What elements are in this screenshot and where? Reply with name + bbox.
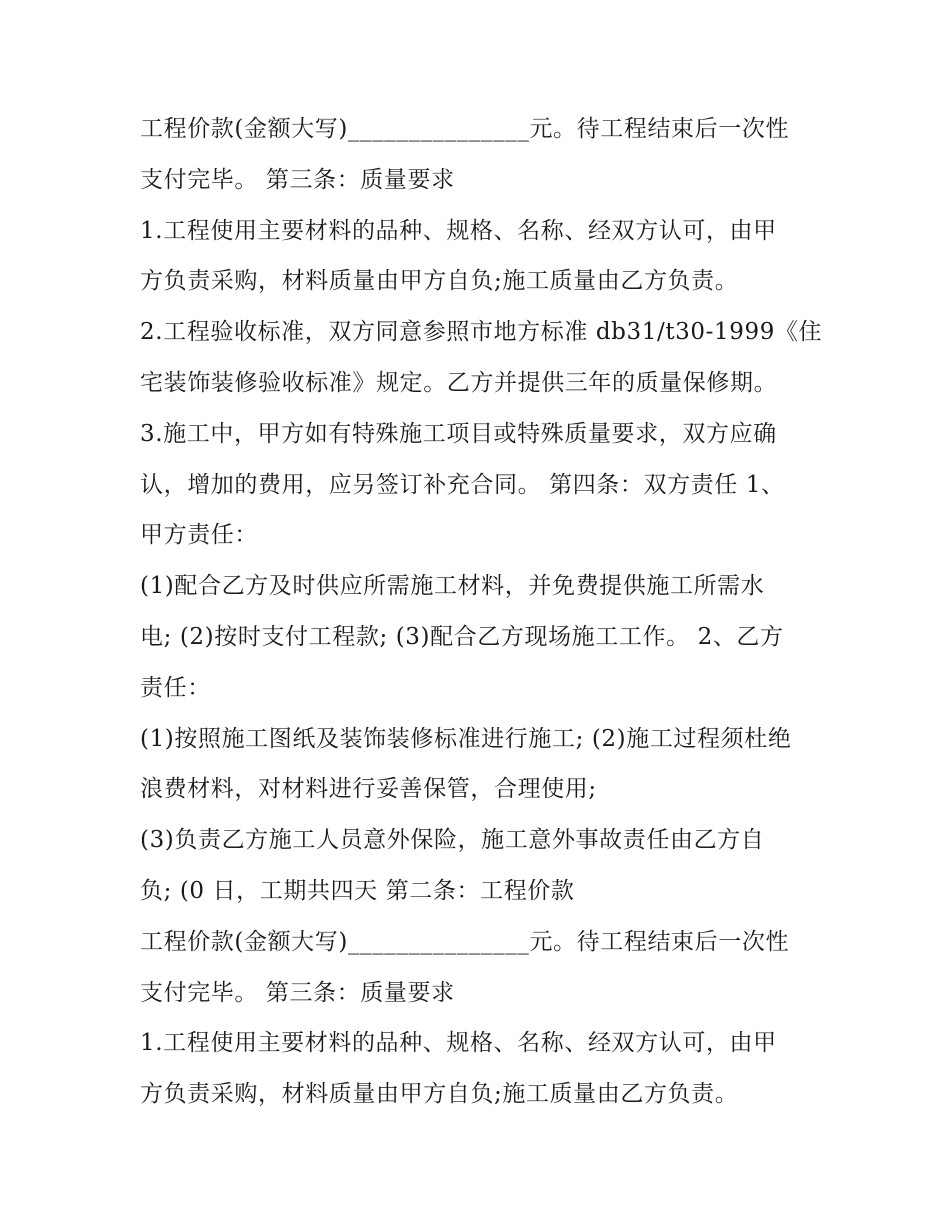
- text-line: 方负责采购，材料质量由甲方自负;施工质量由乙方负责。: [140, 268, 739, 295]
- text-line: 负; (0 日，工期共四天 第二条：工程价款: [140, 877, 575, 904]
- text-line: 3.施工中，甲方如有特殊施工项目或特殊质量要求，双方应确: [140, 420, 777, 447]
- text-line: 支付完毕。 第三条：质量要求: [140, 166, 455, 193]
- text-line: (3)负责乙方施工人员意外保险，施工意外事故责任由乙方自: [140, 827, 765, 854]
- text-line: 2.工程验收标准，双方同意参照市地方标准 db31/t30-1999《住: [140, 319, 823, 346]
- text-line: 方负责采购，材料质量由甲方自负;施工质量由乙方负责。: [140, 1081, 739, 1108]
- text-line: 1.工程使用主要材料的品种、规格、名称、经双方认可，由甲: [140, 1030, 777, 1057]
- text-line: 认，增加的费用，应另签订补充合同。 第四条：双方责任 1、: [140, 471, 785, 498]
- text-line: 支付完毕。 第三条：质量要求: [140, 979, 455, 1006]
- text-line: (1)按照施工图纸及装饰装修标准进行施工; (2)施工过程须杜绝: [140, 725, 792, 752]
- document-body: [140, 104, 823, 1120]
- text-line: 甲方责任：: [140, 522, 258, 549]
- text-line: (1)配合乙方及时供应所需施工材料，并免费提供施工所需水: [140, 573, 765, 600]
- text-line: 电; (2)按时支付工程款; (3)配合乙方现场施工工作。 2、乙方: [140, 623, 784, 650]
- text-line: 浪费材料，对材料进行妥善保管，合理使用;: [140, 776, 597, 803]
- text-line: 工程价款(金额大写)_______________元。待工程结束后一次性: [140, 116, 790, 142]
- text-line: 工程价款(金额大写)_______________元。待工程结束后一次性: [140, 928, 790, 955]
- text-line: 宅装饰装修验收标准》规定。乙方并提供三年的质量保修期。: [140, 369, 778, 396]
- text-line: 1.工程使用主要材料的品种、规格、名称、经双方认可，由甲: [140, 217, 777, 244]
- text-line: 责任：: [140, 674, 211, 701]
